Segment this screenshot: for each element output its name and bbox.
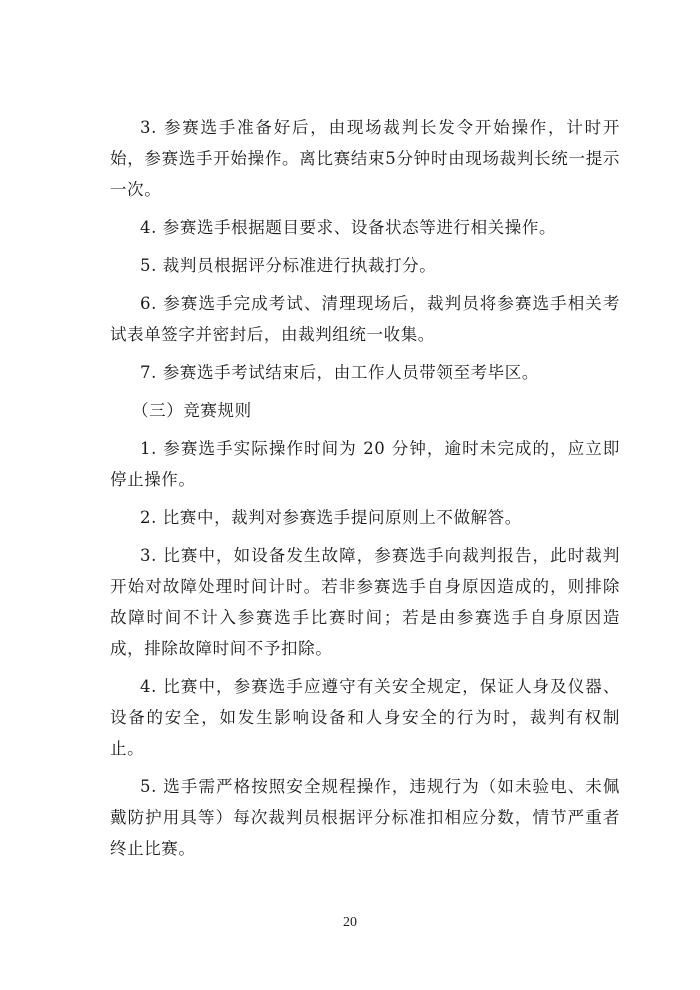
paragraph-rule-4: 4. 比赛中，参赛选手应遵守有关安全规定，保证人身及仪器、设备的安全，如发生影响设备和人身安全的行为时，裁判有权制止。 (110, 677, 620, 758)
page-number: 20 (343, 915, 357, 930)
paragraph-step-3: 3. 参赛选手准备好后，由现场裁判长发令开始操作，计时开始，参赛选手开始操作。离比赛结束5分钟时由现场裁判长统一提示一次。 (110, 118, 620, 199)
paragraph-rule-2: 2. 比赛中，裁判对参赛选手提问原则上不做解答。 (140, 508, 522, 527)
paragraph-step-7: 7. 参赛选手考试结束后，由工作人员带领至考毕区。 (140, 363, 539, 382)
paragraph-step-5: 5. 裁判员根据评分标准进行执裁打分。 (140, 256, 437, 275)
paragraph-rule-3: 3. 比赛中，如设备发生故障，参赛选手向裁判报告，此时裁判开始对故障处理时间计时。若非参赛选手自身原因造成的，则排除故障时间不计入参赛选手比赛时间；若是由参赛选手自身原因造成，排除故障时间不予扣除。 (110, 546, 620, 658)
paragraph-step-4: 4. 参赛选手根据题目要求、设备状态等进行相关操作。 (140, 218, 557, 237)
paragraph-rule-1: 1. 参赛选手实际操作时间为 20 分钟，逾时未完成的，应立即停止操作。 (110, 439, 620, 489)
paragraph-rule-5: 5. 选手需严格按照安全规程操作，违规行为（如未验电、未佩戴防护用具等）每次裁判员根据评分标准扣相应分数，情节严重者终止比赛。 (110, 777, 620, 858)
paragraph-step-6: 6. 参赛选手完成考试、清理现场后，裁判员将参赛选手相关考试表单签字并密封后，由裁判组统一收集。 (110, 294, 620, 344)
section-heading-rules: （三）竞赛规则 (132, 401, 252, 420)
page-body (110, 112, 620, 871)
